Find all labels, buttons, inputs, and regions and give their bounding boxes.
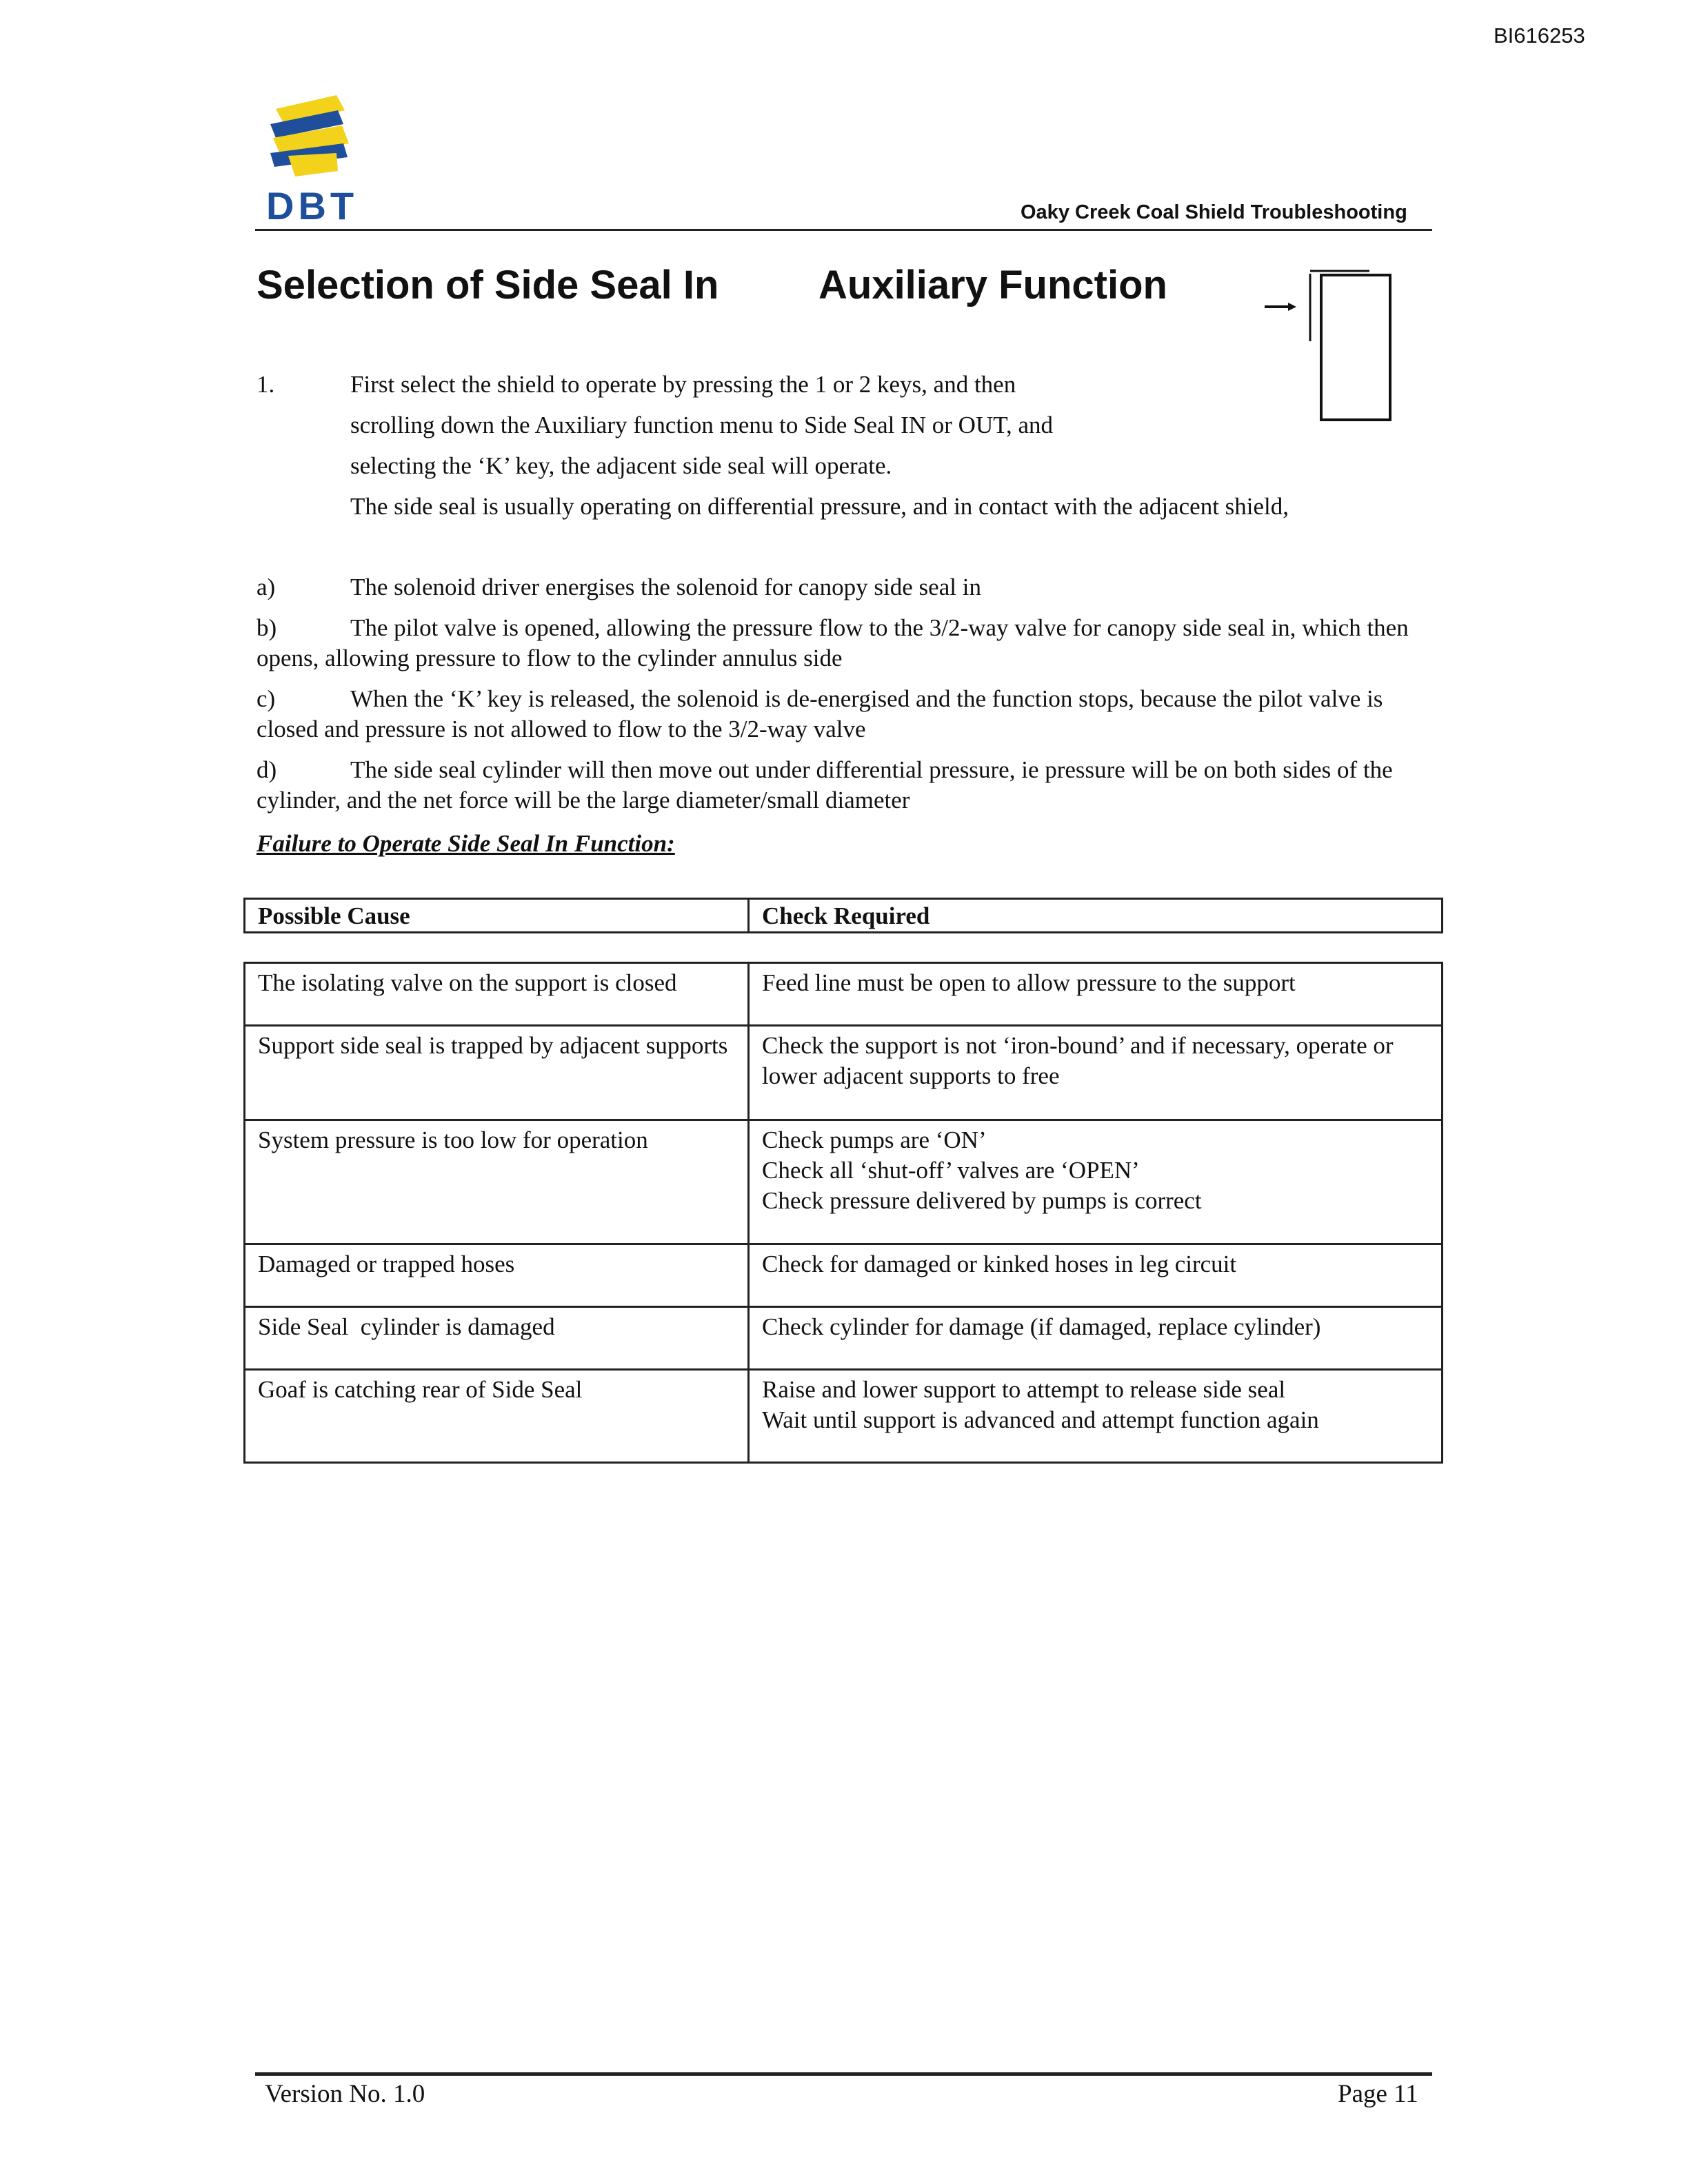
- cause-cell: Damaged or trapped hoses: [245, 1244, 749, 1307]
- check-cell: [749, 1026, 1443, 1120]
- step-label: c): [257, 685, 276, 712]
- step-a: [257, 572, 1415, 603]
- footer-version: Version No. 1.0: [265, 2080, 425, 2108]
- check-line: Check all ‘shut-off’ valves are ‘OPEN’: [762, 1157, 1140, 1184]
- page-subtitle: Auxiliary Function: [818, 263, 1167, 307]
- intro-line: scrolling down the Auxiliary function menu to Side Seal IN or OUT, and: [350, 412, 1054, 438]
- cause-line: Support side seal is trapped by adjacent supports: [258, 1032, 728, 1059]
- table-row: [245, 1026, 1443, 1120]
- step-label: a): [257, 574, 276, 600]
- table-row: [245, 1370, 1443, 1463]
- step-c: [257, 684, 1415, 745]
- step-text: The side seal cylinder will then move out under differential pressure, ie pressure will be on both sides of the cylinder, and the net force will be the large diameter/small diameter: [257, 756, 1393, 813]
- logo-text: DBT: [266, 184, 359, 228]
- step-text: The solenoid driver energises the solenoid for canopy side seal in: [350, 574, 981, 600]
- intro-line: selecting the ‘K’ key, the adjacent side seal will operate.: [350, 452, 892, 479]
- document-id: BI616253: [1494, 23, 1585, 48]
- footer-divider: [255, 2072, 1432, 2076]
- check-cell: [749, 1244, 1443, 1307]
- header-possible-cause: Possible Cause: [245, 899, 749, 933]
- intro-line: First select the shield to operate by pressing the 1 or 2 keys, and then: [350, 371, 1016, 398]
- cause-cell: The isolating valve on the support is closed: [245, 963, 749, 1026]
- check-line: Check the support is not ‘iron-bound’ and if necessary, operate or lower adjacent supports to free: [762, 1032, 1394, 1089]
- header-divider: [255, 229, 1432, 231]
- check-cell: [749, 963, 1443, 1026]
- check-line: Feed line must be open to allow pressure to the support: [762, 969, 1296, 996]
- step-number: 1.: [257, 371, 275, 398]
- footer-page-number: Page 11: [1338, 2080, 1418, 2108]
- check-line: Check pressure delivered by pumps is correct: [762, 1187, 1202, 1214]
- cause-cell: [245, 1026, 749, 1120]
- check-line: Check cylinder for damage (if damaged, replace cylinder): [762, 1313, 1321, 1340]
- check-line: Wait until support is advanced and attempt function again: [762, 1406, 1319, 1433]
- step-b: [257, 613, 1415, 674]
- check-cell: [749, 1370, 1443, 1463]
- failure-section-title: Failure to Operate Side Seal In Function:: [257, 830, 675, 857]
- troubleshooting-table: [243, 962, 1443, 1464]
- table-header: [243, 898, 1443, 933]
- step-label: b): [257, 614, 277, 641]
- step-d: [257, 755, 1415, 816]
- table-row: [245, 963, 1443, 1026]
- header-check-required: Check Required: [749, 899, 1443, 933]
- step-text: The pilot valve is opened, allowing the pressure flow to the 3/2-way valve for canopy side seal in, which then opens, allowing pressure to flow to the cylinder annulus side: [257, 614, 1409, 671]
- page-title: Selection of Side Seal In: [257, 263, 719, 307]
- cause-cell: System pressure is too low for operation: [245, 1120, 749, 1244]
- side-seal-diagram: [1262, 265, 1400, 424]
- step-label: d): [257, 756, 277, 783]
- intro-line: The side seal is usually operating on differential pressure, and in contact with the adjacent shield,: [350, 493, 1289, 520]
- check-cell: [749, 1307, 1443, 1370]
- cause-cell: Goaf is catching rear of Side Seal: [245, 1370, 749, 1463]
- step-text: When the ‘K’ key is released, the solenoid is de-energised and the function stops, because the pilot valve is closed and pressure is not allowed to flow to the 3/2-way valve: [257, 685, 1383, 742]
- check-cell: [749, 1120, 1443, 1244]
- table-row: [245, 1120, 1443, 1244]
- check-line: Check pumps are ‘ON’: [762, 1126, 987, 1153]
- table-row: [245, 1244, 1443, 1307]
- check-line: Raise and lower support to attempt to release side seal: [762, 1376, 1286, 1403]
- table-row: [245, 1307, 1443, 1370]
- check-line: Check for damaged or kinked hoses in leg circuit: [762, 1251, 1237, 1277]
- header-title: Oaky Creek Coal Shield Troubleshooting: [1021, 201, 1407, 223]
- cause-cell: Side Seal cylinder is damaged: [245, 1307, 749, 1370]
